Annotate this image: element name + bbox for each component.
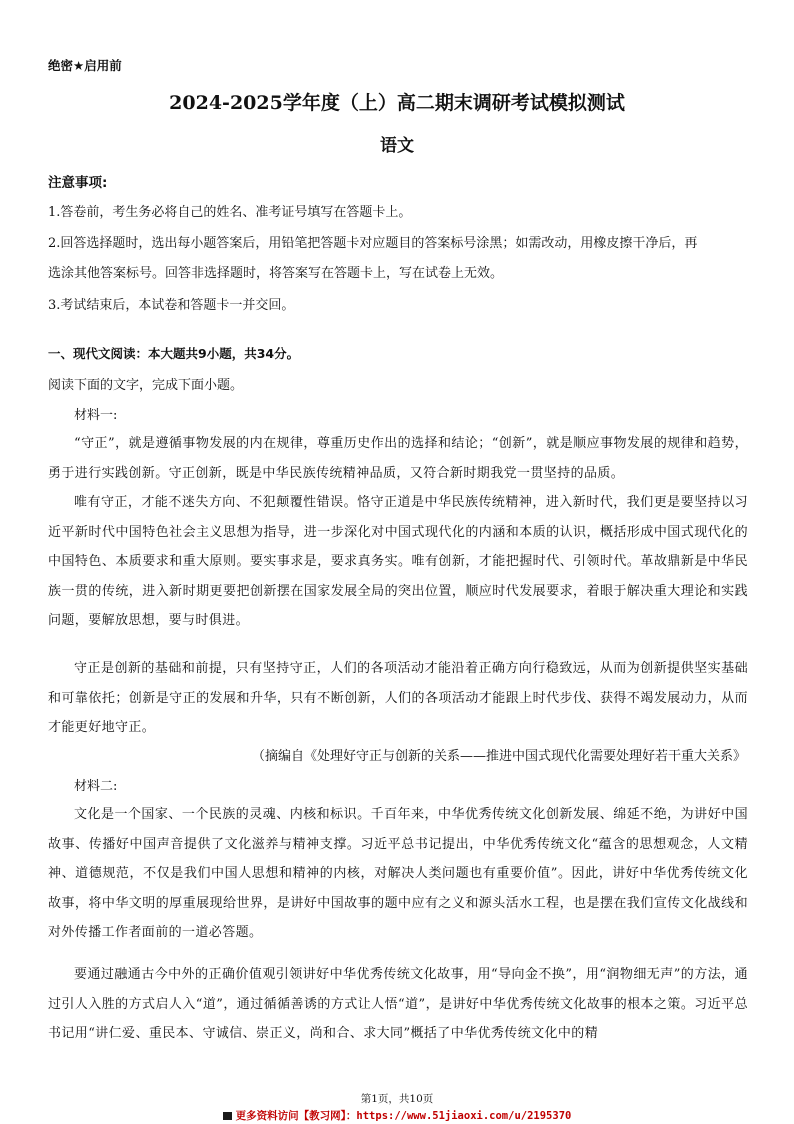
material-one-paragraph: 唯有守正，才能不迷失方向、不犯颠覆性错误。恪守正道是中华民族传统精神，进入新时代，我们更是要坚持以习近平新时代中国特色社会主义思想为指导，进一步深化对中国式现代化的内涵和本质的认识，概括形成中国式现代化的中国特色、本质要求和重大原则。要实事求是，要求真务实。唯有创新，才能把握时代、引领时代。革故鼎新是中华民族一贯的传统，进入新时期更要把创新摆在国家发展全局的突出位置，顺应时代发展要求，着眼于解决重大理论和实践问题，要解放思想，要与时俱进。	[48, 495, 748, 628]
flag-icon	[223, 1112, 232, 1120]
resource-link[interactable]	[0, 1108, 794, 1123]
confidential-label: 绝密★启用前	[48, 58, 122, 73]
material-two-label: 材料二:	[74, 779, 118, 794]
notice-item: 2.回答选择题时，选出每小题答案后，用铅笔把答题卡对应题目的答案标号涂黑；如需改动，用橡皮擦干净后，再	[48, 236, 698, 251]
exam-title: 2024-2025学年度（上）高二期末调研考试模拟测试	[169, 92, 625, 114]
notice-item: 1.答卷前，考生务必将自己的姓名、准考证号填写在答题卡上。	[48, 205, 412, 220]
material-one-paragraph: 守正是创新的基础和前提，只有坚持守正，人们的各项活动才能沿着正确方向行稳致远，从而为创新提供坚实基础和可靠依托；创新是守正的发展和升华，只有不断创新，人们的各项活动才能跟上时代步伐、获得不竭发展动力，从而才能更好地守正。	[48, 661, 748, 735]
notice-item: 3.考试结束后，本试卷和答题卡一并交回。	[48, 298, 295, 313]
notice-item: 选涂其他答案标号。回答非选择题时，将答案写在答题卡上，写在试卷上无效。	[48, 266, 504, 281]
material-one-citation: （摘编自《处理好守正与创新的关系——推进中国式现代化需要处理好若干重大关系》	[251, 749, 746, 764]
material-two-paragraph: 要通过融通古今中外的正确价值观引领讲好中华优秀传统文化故事，用“导向金不换”，用“润物细无声”的方法，通过引人入胜的方式启人入“道”，通过循循善诱的方式让人悟“道”，是讲好中华优秀传统文化故事的根本之策。习近平总书记用“讲仁爱、重民本、守诚信、崇正义，尚和合、求大同”概括了中华优秀传统文化中的精	[48, 967, 748, 1041]
material-one-paragraph: “守正”，就是遵循事物发展的内在规律，尊重历史作出的选择和结论；“创新”，就是顺应事物发展的规律和趋势，勇于进行实践创新。守正创新，既是中华民族传统精神品质，又符合新时期我党一贯坚持的品质。	[48, 436, 748, 481]
reading-instruction: 阅读下面的文字，完成下面小题。	[48, 378, 244, 393]
material-one-label: 材料一:	[74, 408, 118, 423]
resource-link-text: 更多资料访问【教习网】：https://www.51jiaoxi.com/u/2195370	[235, 1110, 572, 1122]
page-number: 第1页，共10页	[360, 1093, 434, 1105]
notice-heading: 注意事项:	[48, 175, 108, 191]
material-two-paragraph: 文化是一个国家、一个民族的灵魂、内核和标识。千百年来，中华优秀传统文化创新发展、绵延不绝，为讲好中国故事、传播好中国声音提供了文化滋养与精神支撑。习近平总书记提出，中华优秀传统文化“蕴含的思想观念，人文精神、道德规范，不仅是我们中国人思想和精神的内核，对解决人类问题也有重要价值”。因此，讲好中华优秀传统文化故事，将中华文明的厚重展现给世界，是讲好中国故事的题中应有之义和源头活水工程，也是摆在我们宣传文化战线和对外传播工作者面前的一道必答题。	[48, 807, 748, 940]
section-heading: 一、现代文阅读：本大题共9小题，共34分。	[48, 346, 300, 361]
subject-title: 语文	[380, 136, 414, 156]
